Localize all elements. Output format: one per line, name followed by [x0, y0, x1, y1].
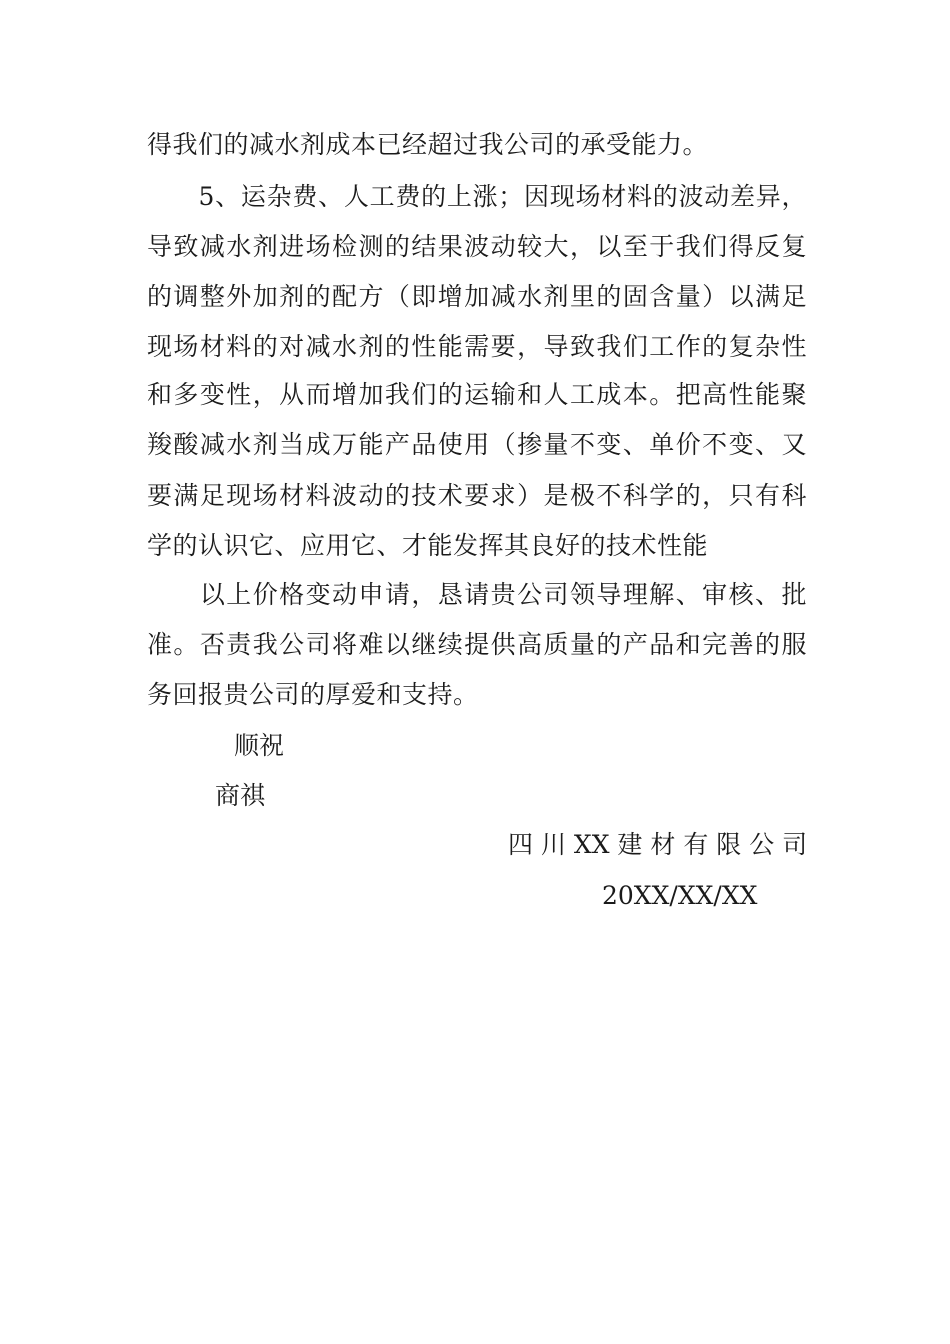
paragraph-line: 得我们的减水剂成本已经超过我公司的承受能力。: [147, 130, 709, 159]
closing-wish: 商祺: [215, 781, 266, 810]
paragraph-line: 和多变性，从而增加我们的运输和人工成本。把高性能聚: [147, 380, 807, 409]
paragraph-line: 羧酸减水剂当成万能产品使用（掺量不变、单价不变、又: [147, 430, 807, 459]
paragraph-line: 以上价格变动申请，恳请贵公司领导理解、审核、批: [147, 580, 807, 609]
paragraph-line: 要满足现场材料波动的技术要求）是极不科学的，只有科: [147, 481, 807, 510]
paragraph-line: 5、运杂费、人工费的上涨；因现场材料的波动差异，: [147, 182, 807, 211]
paragraph-line: 准。否责我公司将难以继续提供高质量的产品和完善的服: [147, 630, 807, 659]
signature-company: 四 川 XX 建 材 有 限 公 司: [508, 830, 808, 859]
paragraph-line: 现场材料的对减水剂的性能需要，导致我们工作的复杂性: [147, 332, 807, 361]
paragraph-line: 务回报贵公司的厚爱和支持。: [147, 680, 479, 709]
paragraph-line: 导致减水剂进场检测的结果波动较大，以至于我们得反复: [147, 232, 807, 261]
paragraph-line: 学的认识它、应用它、才能发挥其良好的技术性能: [147, 531, 709, 560]
closing-greeting: 顺祝: [234, 731, 285, 760]
signature-date: 20XX/XX/XX: [602, 881, 758, 910]
paragraph-line: 的调整外加剂的配方（即增加减水剂里的固含量）以满足: [147, 282, 807, 311]
